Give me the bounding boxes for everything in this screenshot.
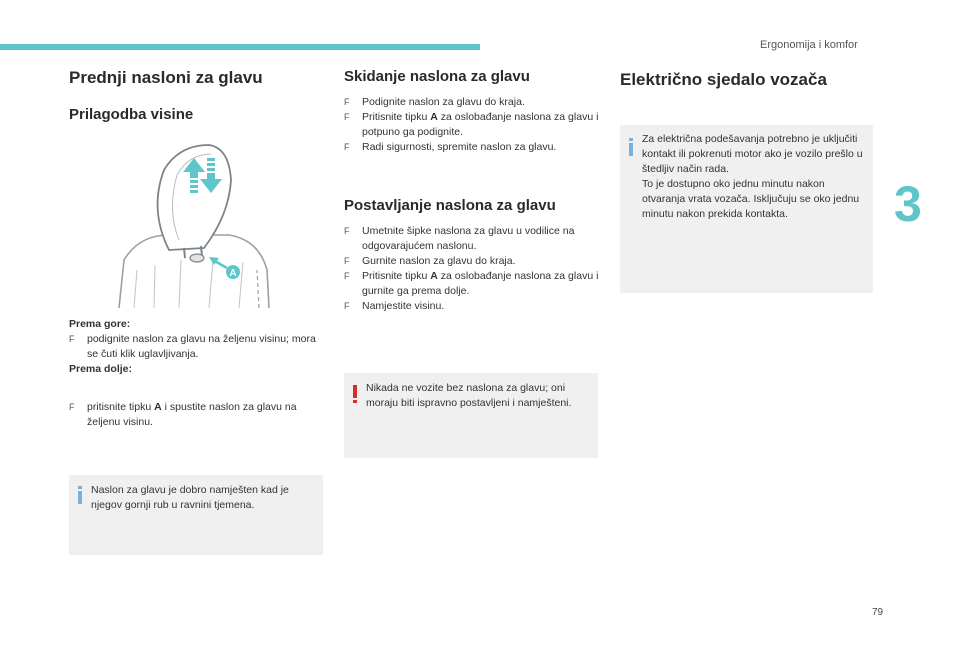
bullet-icon: F [344,271,350,281]
section-label: Ergonomija i komfor [760,39,858,51]
list-item: F Namjestite visinu. [344,300,445,312]
column-front-headrests [69,60,324,428]
info-note-electric-seat [620,125,873,293]
bullet-icon: F [344,226,350,236]
info-icon [78,485,82,505]
column-headrest-removal [344,60,600,314]
list-item: F Pritisnite tipku A za oslobađanje naslona za glavu i gurnite ga prema dolje. [344,270,599,297]
bullet-icon: F [344,97,350,107]
list-item: F Umetnite šipke naslona za glavu u vodilice na odgovarajućem naslonu. [344,225,575,252]
list-item: F Radi sigurnosti, spremite naslon za glavu. [344,141,557,153]
list-item: F podignite naslon za glavu na željenu visinu; mora se čuti klik uglavljivanja. [69,333,316,360]
list-item: F Pritisnite tipku A za oslobađanje naslona za glavu i potpuno ga podignite. [344,111,599,138]
info-note-text: Naslon za glavu je dobro namješten kad je njegov gornji rub u ravnini tjemena. [91,484,289,511]
down-label: Prema dolje: [69,363,133,375]
callout-a-label: A [229,268,237,279]
height-adjust-heading: Prilagodba visine [69,106,194,123]
bullet-icon: F [344,301,350,311]
electric-seat-heading: Električno sjedalo vozača [620,70,827,89]
header-accent-bar [0,44,480,50]
bullet-icon: F [344,112,350,122]
bullet-icon: F [344,142,350,152]
list-item: F pritisnite tipku A i spustite naslon za glavu na željenu visinu. [69,401,297,428]
chapter-number: 3 [894,176,922,232]
install-heading: Postavljanje naslona za glavu [344,197,556,214]
electric-seat-note-text: Za električna podešavanja potrebno je uključiti kontakt ili pokrenuti motor ako je vozilo prešlo u štedljiv način rada. To je dostupno oko jednu minutu nakon otvaranja vrata vozača. Isključuju se oko jednu minutu nakon prekida kontakta. [642,133,863,220]
bullet-icon: F [69,334,75,344]
warning-icon [353,384,357,404]
column-electric-seat [620,60,873,90]
warning-note-text: Nikada ne vozite bez naslona za glavu; oni moraju biti ispravno postavljeni i namješteni. [366,382,572,409]
bullet-icon: F [69,402,75,412]
page-number: 79 [872,607,884,618]
list-item: F Gurnite naslon za glavu do kraja. [344,255,516,267]
page-title: Prednji nasloni za glavu [69,68,263,87]
info-note-headrest [69,475,323,555]
list-item: F Podignite naslon za glavu do kraja. [344,96,525,108]
info-icon [629,137,633,157]
headrest-illustration [109,140,279,312]
bullet-icon: F [344,256,350,266]
up-label: Prema gore: [69,318,131,330]
warning-note [344,373,598,458]
removal-heading: Skidanje naslona za glavu [344,68,530,85]
